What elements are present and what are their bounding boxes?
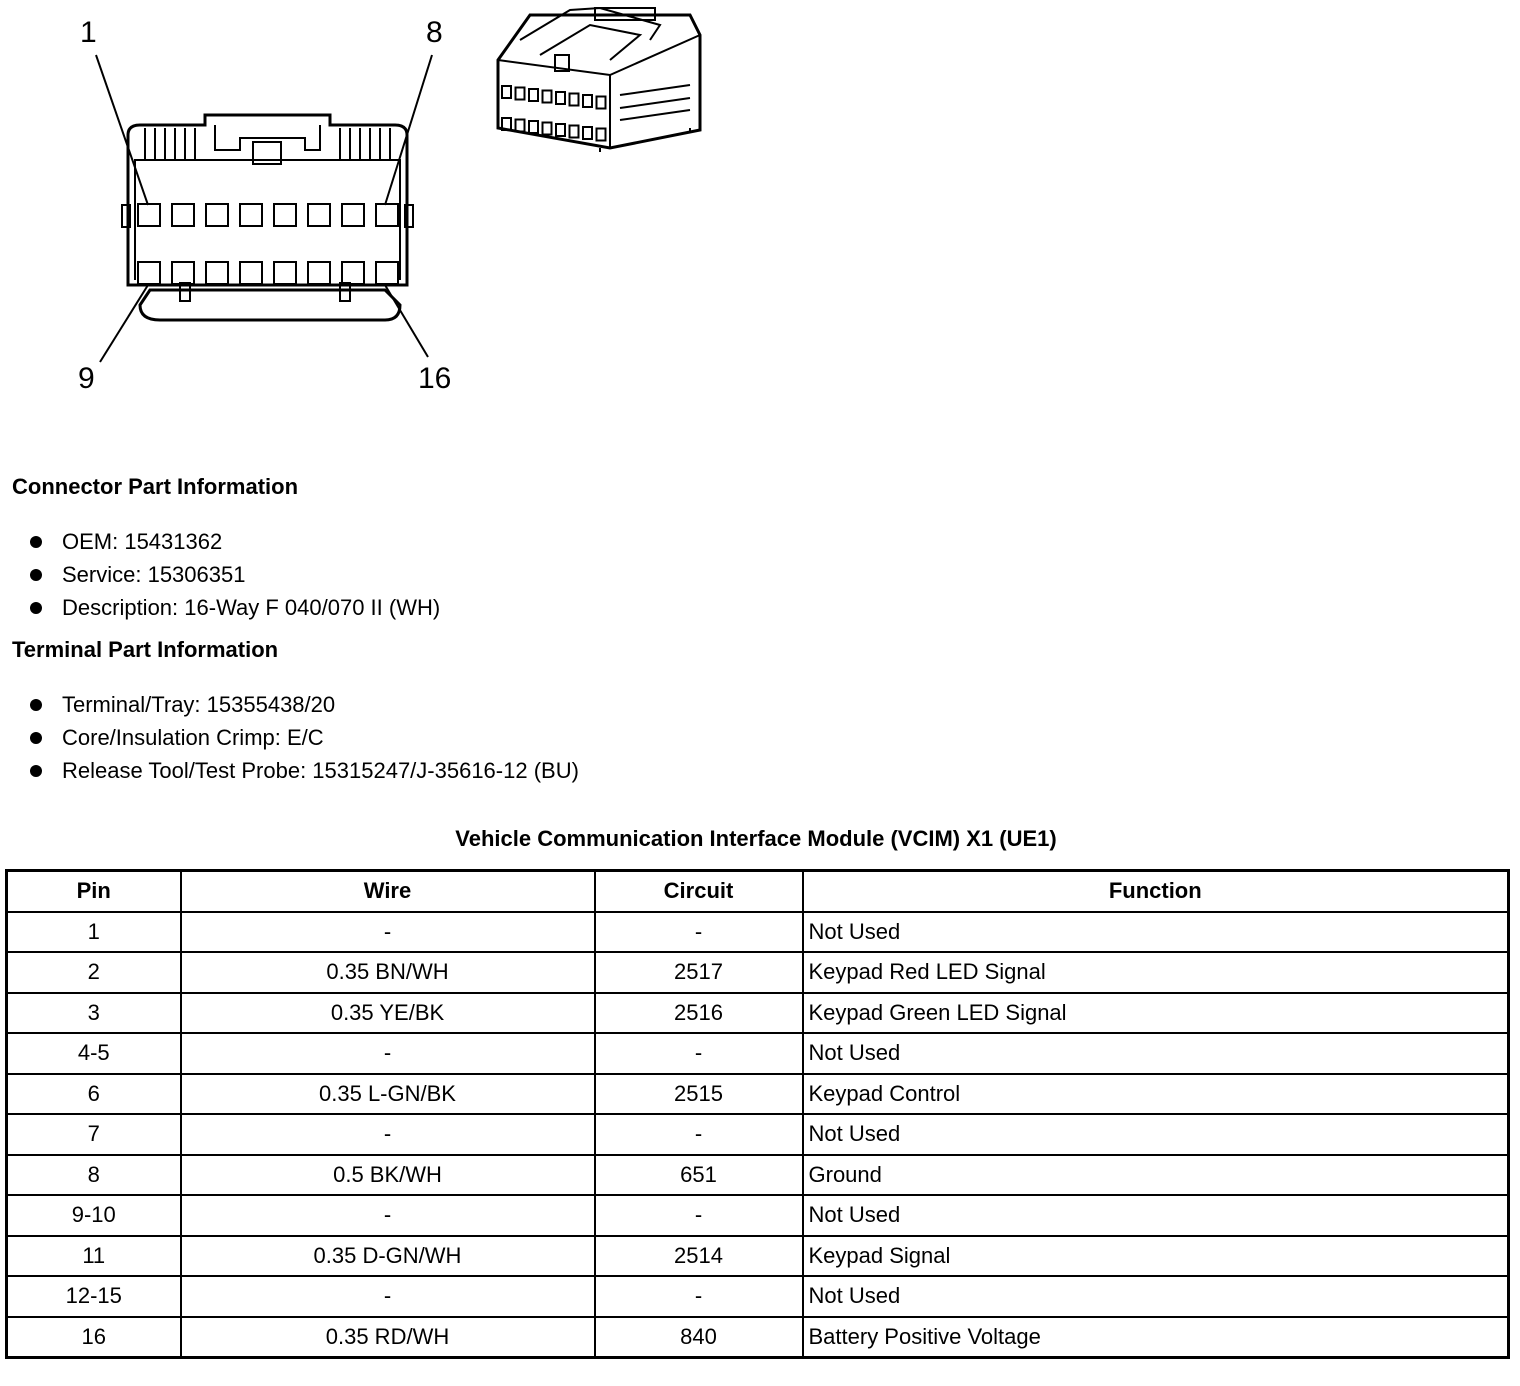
- terminal-cavity: [597, 129, 606, 141]
- terminal-cavity: [206, 262, 228, 284]
- terminal-cavity: [516, 120, 525, 132]
- table-row: [7, 1033, 1509, 1074]
- table-header-row: [7, 871, 1509, 912]
- connector-description: Description: 16-Way F 040/070 II (WH): [62, 595, 441, 620]
- terminal-cavity: [376, 204, 398, 226]
- cell-pin: 6: [7, 1074, 181, 1115]
- table-row: [7, 1236, 1509, 1277]
- cell-function: Not Used: [803, 1114, 1509, 1155]
- cell-wire: -: [181, 1114, 595, 1155]
- pinout-table: [5, 869, 1510, 1359]
- list-item: [28, 558, 440, 591]
- terminal-cavity: [342, 262, 364, 284]
- cell-wire: 0.35 RD/WH: [181, 1317, 595, 1358]
- cell-wire: 0.35 BN/WH: [181, 952, 595, 993]
- cell-circuit: -: [595, 1276, 803, 1317]
- cell-function: Keypad Green LED Signal: [803, 993, 1509, 1034]
- terminal-cavity: [556, 124, 565, 136]
- cell-function: Not Used: [803, 1276, 1509, 1317]
- list-item: [28, 525, 440, 558]
- cell-wire: -: [181, 1195, 595, 1236]
- terminal-cavity: [529, 89, 538, 101]
- terminal-cavity: [206, 204, 228, 226]
- bullet-icon: [30, 569, 42, 581]
- column-header-circuit: Circuit: [595, 871, 803, 912]
- terminal-cavity: [308, 262, 330, 284]
- cell-wire: 0.5 BK/WH: [181, 1155, 595, 1196]
- cell-pin: 12-15: [7, 1276, 181, 1317]
- cell-circuit: 2516: [595, 993, 803, 1034]
- cell-function: Battery Positive Voltage: [803, 1317, 1509, 1358]
- cell-circuit: 2517: [595, 952, 803, 993]
- cell-circuit: -: [595, 1033, 803, 1074]
- terminal-cavity: [240, 262, 262, 284]
- terminal-cavity: [597, 97, 606, 109]
- pinout-table-body: [7, 912, 1509, 1358]
- column-header-function: Function: [803, 871, 1509, 912]
- leader-line-16: [385, 285, 428, 357]
- cell-wire: -: [181, 1033, 595, 1074]
- terminal-cavity: [308, 204, 330, 226]
- table-row: [7, 1317, 1509, 1358]
- terminal-cavity: [240, 204, 262, 226]
- cell-wire: 0.35 YE/BK: [181, 993, 595, 1034]
- callout-pin-1: 1: [80, 16, 97, 49]
- service-part-number: Service: 15306351: [62, 562, 246, 587]
- terminal-cavity: [583, 127, 592, 139]
- terminal-cavity: [543, 123, 552, 135]
- terminal-part-info-list: [28, 688, 579, 787]
- cell-function: Not Used: [803, 1195, 1509, 1236]
- table-row: [7, 1114, 1509, 1155]
- terminal-cavity: [138, 204, 160, 226]
- cell-pin: 11: [7, 1236, 181, 1277]
- cell-pin: 2: [7, 952, 181, 993]
- cell-wire: 0.35 L-GN/BK: [181, 1074, 595, 1115]
- callout-pin-9: 9: [78, 362, 95, 395]
- cell-circuit: 651: [595, 1155, 803, 1196]
- terminal-cavity: [516, 88, 525, 100]
- list-item: [28, 754, 579, 787]
- pinout-table-title: Vehicle Communication Interface Module (VCIM) X1 (UE1): [455, 826, 1057, 851]
- cell-function: Keypad Signal: [803, 1236, 1509, 1277]
- column-header-wire: Wire: [181, 871, 595, 912]
- terminal-cavity: [138, 262, 160, 284]
- terminal-tray: Terminal/Tray: 15355438/20: [62, 692, 336, 717]
- table-row: [7, 1155, 1509, 1196]
- terminal-cavity: [543, 91, 552, 103]
- core-insulation-crimp: Core/Insulation Crimp: E/C: [62, 725, 324, 750]
- terminal-cavity: [274, 262, 296, 284]
- terminal-cavity: [529, 121, 538, 133]
- terminal-part-info-heading: Terminal Part Information: [12, 637, 279, 662]
- cell-function: Not Used: [803, 912, 1509, 953]
- cell-circuit: -: [595, 1195, 803, 1236]
- leader-line-9: [100, 285, 148, 362]
- bullet-icon: [30, 602, 42, 614]
- cell-pin: 7: [7, 1114, 181, 1155]
- terminal-cavity: [376, 262, 398, 284]
- oem-part-number: OEM: 15431362: [62, 529, 223, 554]
- list-item: [28, 591, 440, 624]
- cell-pin: 3: [7, 993, 181, 1034]
- cavity-row-bottom: [138, 262, 398, 284]
- cell-circuit: -: [595, 912, 803, 953]
- terminal-cavity: [342, 204, 364, 226]
- bullet-icon: [30, 765, 42, 777]
- list-item: [28, 688, 579, 721]
- terminal-cavity: [502, 86, 511, 98]
- cavity-row-top: [138, 204, 398, 226]
- cell-pin: 9-10: [7, 1195, 181, 1236]
- connector-face: [122, 115, 413, 320]
- bullet-icon: [30, 732, 42, 744]
- cell-pin: 1: [7, 912, 181, 953]
- cell-circuit: 2515: [595, 1074, 803, 1115]
- terminal-cavity: [274, 204, 296, 226]
- bullet-icon: [30, 536, 42, 548]
- connector-part-info-list: [28, 525, 440, 624]
- leader-line-1: [96, 55, 148, 205]
- cell-function: Keypad Red LED Signal: [803, 952, 1509, 993]
- terminal-cavity: [172, 262, 194, 284]
- table-row: [7, 993, 1509, 1034]
- cell-pin: 4-5: [7, 1033, 181, 1074]
- cell-pin: 8: [7, 1155, 181, 1196]
- cell-wire: 0.35 D-GN/WH: [181, 1236, 595, 1277]
- cell-function: Keypad Control: [803, 1074, 1509, 1115]
- cell-function: Ground: [803, 1155, 1509, 1196]
- terminal-cavity: [570, 126, 579, 138]
- terminal-cavity: [583, 95, 592, 107]
- cell-pin: 16: [7, 1317, 181, 1358]
- cell-wire: -: [181, 1276, 595, 1317]
- column-header-pin: Pin: [7, 871, 181, 912]
- table-row: [7, 1074, 1509, 1115]
- connector-face-drawing: [0, 0, 720, 410]
- table-row: [7, 952, 1509, 993]
- table-row: [7, 912, 1509, 953]
- table-row: [7, 1195, 1509, 1236]
- connector-isometric-view: [498, 8, 700, 152]
- cell-circuit: 2514: [595, 1236, 803, 1277]
- release-tool-test-probe: Release Tool/Test Probe: 15315247/J-35616-12 (BU): [62, 758, 579, 783]
- cell-circuit: 840: [595, 1317, 803, 1358]
- terminal-cavity: [570, 94, 579, 106]
- callout-pin-16: 16: [418, 362, 452, 395]
- connector-part-info-heading: Connector Part Information: [12, 474, 299, 499]
- connector-diagram: [0, 0, 720, 410]
- terminal-cavity: [172, 204, 194, 226]
- terminal-cavity: [556, 92, 565, 104]
- table-row: [7, 1276, 1509, 1317]
- list-item: [28, 721, 579, 754]
- cell-wire: -: [181, 912, 595, 953]
- cell-function: Not Used: [803, 1033, 1509, 1074]
- callout-pin-8: 8: [426, 16, 443, 49]
- bullet-icon: [30, 699, 42, 711]
- cell-circuit: -: [595, 1114, 803, 1155]
